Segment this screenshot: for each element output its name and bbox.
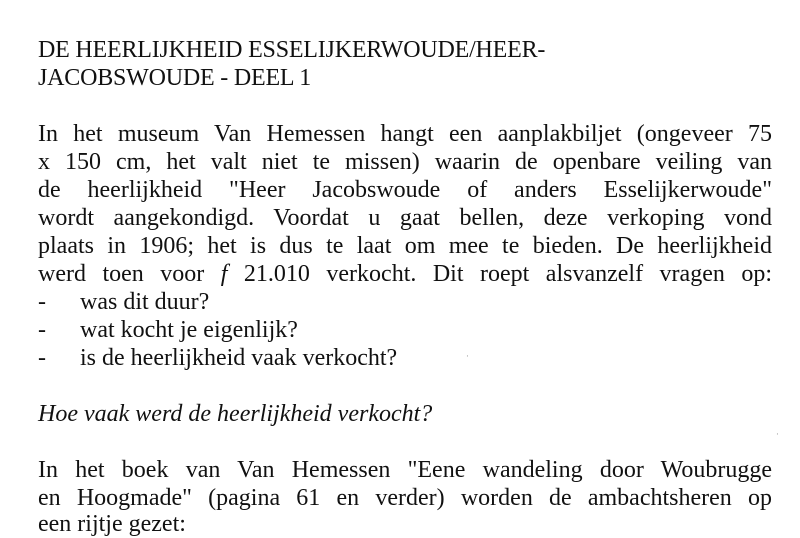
paragraph-1-line-2: x 150 cm, het valt niet te missen) waarin de openbare veiling van (38, 149, 772, 175)
question-text: wat kocht je eigenlijk? (80, 317, 298, 343)
question-text: was dit duur? (80, 289, 210, 315)
paragraph-1-line-6 (38, 260, 772, 288)
scan-speck-mark: · (776, 430, 779, 440)
paragraph-1-line-6-after: 21.010 verkocht. Dit roept alsvanzelf vragen op: (227, 261, 772, 287)
paragraph-2-line-1: In het boek van Van Hemessen "Eene wandeling door Woubrugge (38, 457, 772, 483)
paragraph-1-line-1: In het museum Van Hemessen hangt een aanplakbiljet (ongeveer 75 (38, 121, 772, 147)
scan-speck-mark: · (466, 352, 469, 362)
paragraph-1-line-3: de heerlijkheid "Heer Jacobswoude of anders Esselijkerwoude" (38, 177, 772, 203)
paragraph-1-line-4: wordt aangekondigd. Voordat u gaat bellen, deze verkoping vond (38, 205, 772, 231)
document-title-line-2: JACOBSWOUDE - DEEL 1 (38, 65, 312, 91)
question-item (38, 316, 298, 344)
paragraph-2-line-2: en Hoogmade" (pagina 61 en verder) worden de ambachtsheren op (38, 485, 772, 511)
question-item (38, 288, 209, 316)
paragraph-1-line-5: plaats in 1906; het is dus te laat om mee te bieden. De heerlijkheid (38, 233, 772, 259)
question-text: is de heerlijkheid vaak verkocht? (80, 345, 398, 371)
section-subheading: Hoe vaak werd de heerlijkheid verkocht? (38, 401, 433, 427)
paragraph-2-line-3: een rijtje gezet: (38, 511, 186, 537)
bullet-dash: - (38, 345, 46, 371)
paragraph-1-line-6-before: werd toen voor (38, 261, 221, 287)
bullet-dash: - (38, 317, 46, 343)
document-title-line-1: DE HEERLIJKHEID ESSELIJKERWOUDE/HEER- (38, 37, 546, 63)
florin-sign: f (220, 261, 228, 287)
bullet-dash: - (38, 289, 46, 315)
question-item (38, 344, 397, 372)
